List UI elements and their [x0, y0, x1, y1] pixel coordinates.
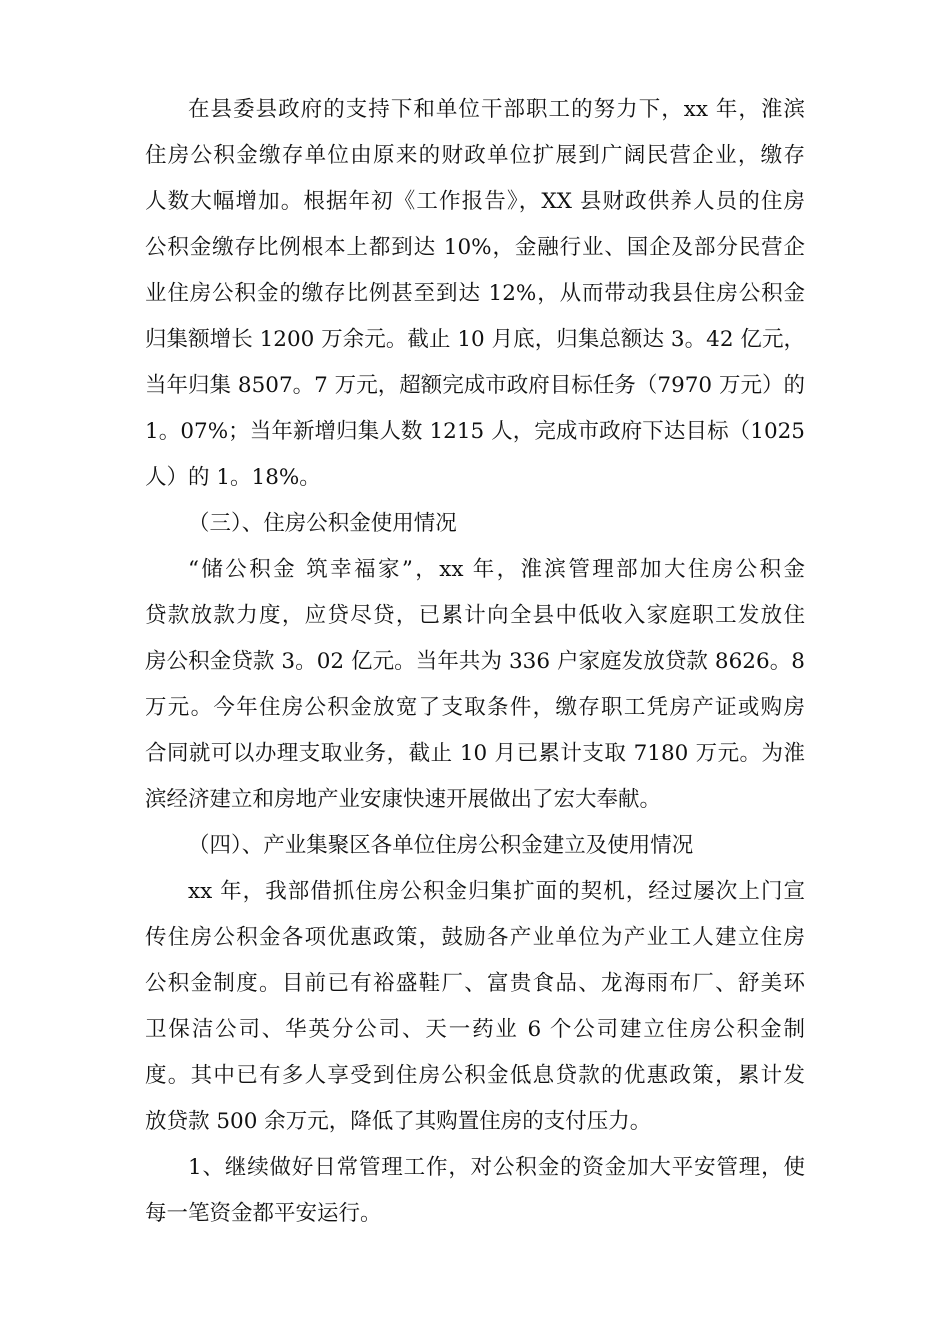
text-line: 度。其中已有多人享受到住房公积金低息贷款的优惠政策，累计发: [145, 1063, 805, 1088]
text-line: 归集额增长 1200 万余元。截止 10 月底，归集总额达 3。42 亿元，: [145, 327, 805, 352]
text-line: 当年归集 8507。7 万元，超额完成市政府目标任务（7970 万元）的: [145, 373, 805, 398]
text-line: 贷款放款力度，应贷尽贷，已累计向全县中低收入家庭职工发放住: [145, 603, 805, 628]
text-line: 每一笔资金都平安运行。: [145, 1201, 382, 1226]
document-body: [145, 87, 805, 1237]
text-line: xx 年，我部借抓住房公积金归集扩面的契机，经过屡次上门宣: [188, 879, 805, 904]
text-line: 住房公积金缴存单位由原来的财政单位扩展到广阔民营企业，缴存: [145, 143, 805, 168]
text-line: 卫保洁公司、华英分公司、天一药业 6 个公司建立住房公积金制: [145, 1017, 805, 1042]
paragraph-housing-fund-growth: [145, 87, 805, 501]
text-line: 放贷款 500 余万元，降低了其购置住房的支付压力。: [145, 1109, 652, 1134]
text-line: 人数大幅增加。根据年初《工作报告》，XX 县财政供养人员的住房: [145, 189, 805, 214]
text-line: 业住房公积金的缴存比例甚至到达 12%，从而带动我县住房公积金: [145, 281, 805, 306]
paragraph-fund-usage: [145, 547, 805, 823]
text-line: 公积金缴存比例根本上都到达 10%，金融行业、国企及部分民营企: [145, 235, 805, 260]
section-heading-3: [145, 501, 805, 547]
text-line: 房公积金贷款 3。02 亿元。当年共为 336 户家庭发放贷款 8626。8: [145, 649, 805, 674]
paragraph-industrial-cluster: [145, 869, 805, 1145]
section-heading-text: （四）、产业集聚区各单位住房公积金建立及使用情况: [188, 833, 694, 858]
text-line: 传住房公积金各项优惠政策，鼓励各产业单位为产业工人建立住房: [145, 925, 805, 950]
text-line: 1、继续做好日常管理工作，对公积金的资金加大平安管理，使: [188, 1155, 805, 1180]
text-line: 公积金制度。目前已有裕盛鞋厂、富贵食品、龙海雨布厂、舒美环: [145, 971, 805, 996]
text-line: 合同就可以办理支取业务，截止 10 月已累计支取 7180 万元。为淮: [145, 741, 805, 766]
section-heading-text: （三）、住房公积金使用情况: [188, 511, 457, 536]
section-heading-4: [145, 823, 805, 869]
text-line: 万元。今年住房公积金放宽了支取条件，缴存职工凭房产证或购房: [145, 695, 805, 720]
text-line: 1。07%；当年新增归集人数 1215 人，完成市政府下达目标（1025: [145, 419, 805, 444]
text-line: 滨经济建立和房地产业安康快速开展做出了宏大奉献。: [145, 787, 662, 812]
text-line: 人）的 1。18%。: [145, 465, 321, 490]
text-line: 在县委县政府的支持下和单位干部职工的努力下，xx 年，淮滨: [188, 97, 805, 122]
paragraph-item-1: [145, 1145, 805, 1237]
text-line: “储公积金 筑幸福家”，xx 年，淮滨管理部加大住房公积金: [188, 557, 805, 582]
